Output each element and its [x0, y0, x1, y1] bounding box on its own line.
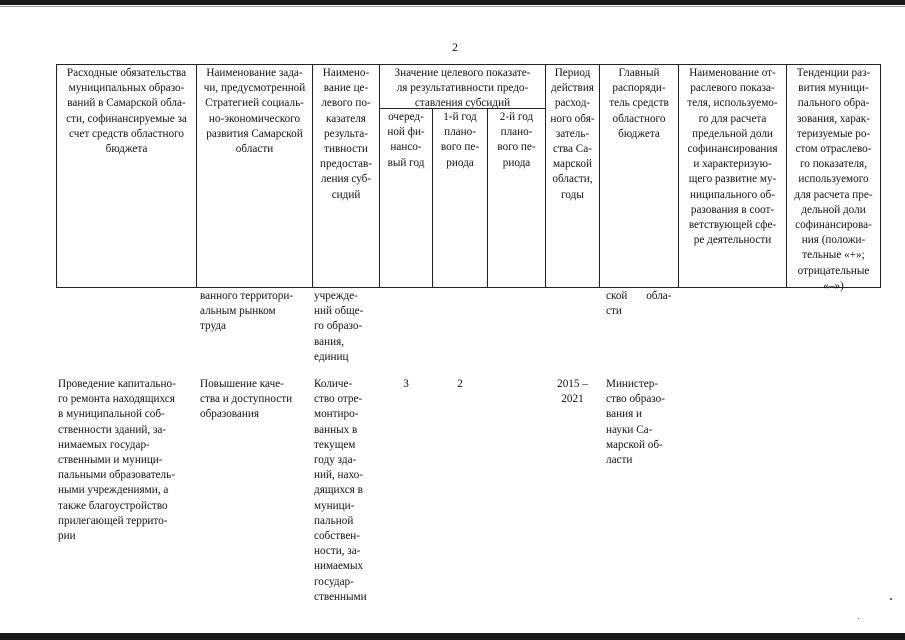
continuation-indicator: учрежде- ний обще- го образо- вания, единиц [314, 290, 364, 363]
row-current-year-value: 3 [403, 378, 409, 390]
header-trends: Тенденции раз- вития муници- пального обра- зования, харак- теризуемые ро- стом отраслево- го показателя, используемого для расчета пре- дельной доли софинансирова- ния (положи- тельные «+»; отрицательные «–») [794, 67, 873, 292]
header-indicator-values: Значение целевого показате- ля результативности предо- ставления субсидий [394, 67, 531, 110]
header-plan-year-1: 1-й год плано- вого пе- риода [440, 111, 480, 169]
header-task: Наименование зада- чи, предусмотренной Стратегией социаль- но-экономического развития Самарской области [203, 67, 306, 156]
header-indicator-name: Наимено- вание це- левого по- казателя результа- тивности предостав- ления суб- сидий [320, 67, 372, 201]
page-number: 2 [452, 40, 458, 54]
bottom-border-bar [0, 633, 905, 640]
continuation-task: ванного территори- альным рынком труда [200, 290, 294, 333]
header-sector-indicator: Наименование от- раслевого показа- теля, используемо- го для расчета предельной доли софинансирования и характеризую- щего развитие му- ниципального об- разования в соот- ветствующей сфе- ре деятельности [687, 67, 778, 247]
header-chief-manager: Главный распоряди- тель средств областного бюджета [609, 67, 669, 140]
row-chief-manager: Министер- ство образо- вания и науки Са- марской об- ласти [606, 378, 665, 467]
header-obligations: Расходные обязательства муниципальных образо- ваний в Самарской обла- сти, софинансируемые за счет средств областного бюджета [66, 67, 187, 156]
header-current-year: очеред- ной фи- нансо- вый год [387, 111, 425, 169]
row-task: Повышение каче- ства и доступности образования [200, 378, 293, 421]
top-border-bar [0, 0, 905, 5]
row-period: 2015 – 2021 [557, 378, 588, 406]
top-border-line [0, 6, 905, 7]
row-plan-year-1-value: 2 [457, 378, 463, 390]
header-plan-year-2: 2-й год плано- вого пе- риода [497, 111, 536, 169]
header-period: Период действия расход- ного обя- затель- ства Са- марской области, годы [550, 67, 595, 201]
row-indicator: Количе- ство отре- монтиро- ванных в текущем году зда- ний, нахо- дящихся в муници- пальной собствен- ности, за- нимаемых государ- ственными [314, 378, 367, 603]
scan-speck [890, 598, 892, 600]
continuation-manager: ской обла- сти [606, 290, 672, 318]
scan-speck [858, 618, 859, 619]
row-obligation: Проведение капитально- го ремонта находящихся в муниципальной соб- ственности зданий, за- нимаемых государ- ственными и муници- пальными образователь- ными учреждениями, а также благоустройство прилегающей террито- рии [58, 378, 176, 543]
